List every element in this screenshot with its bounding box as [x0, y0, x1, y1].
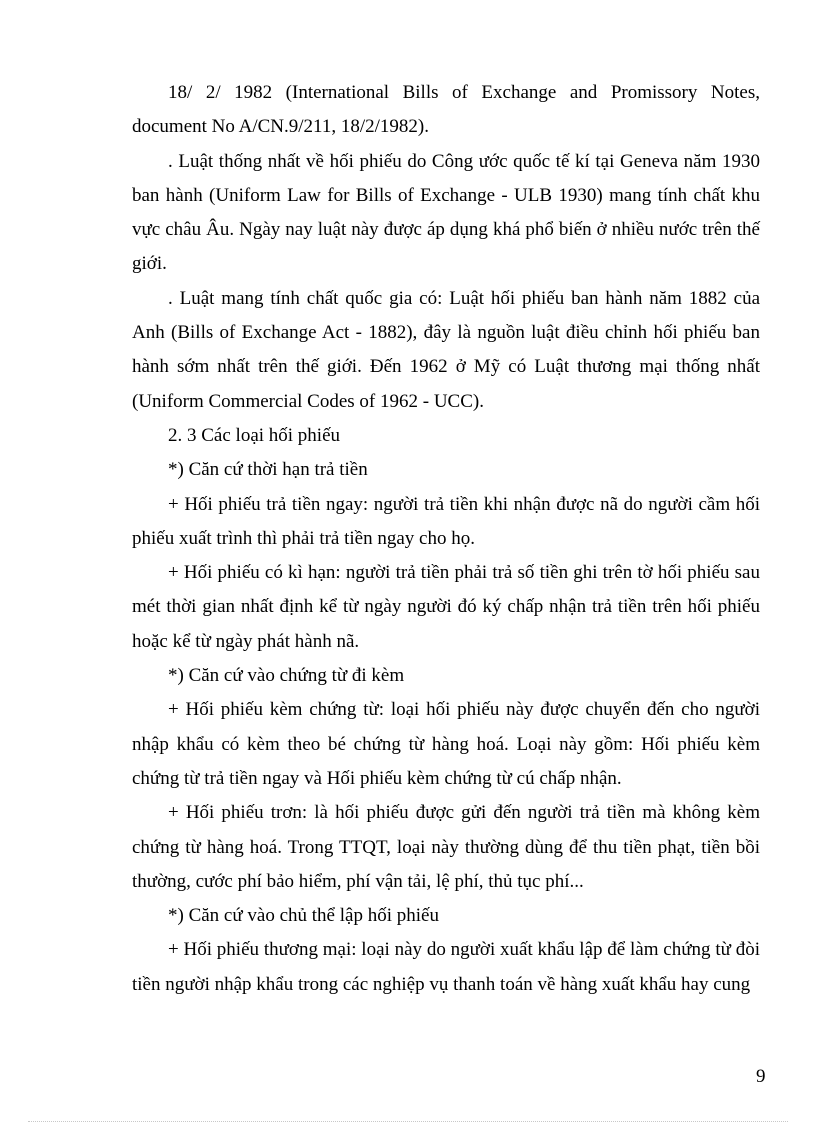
list-item: + Hối phiếu thương mại: loại này do người xuất khẩu lập để làm chứng từ đòi tiền người nhập khẩu trong các nghiệp vụ thanh toán về hàng xuất khẩu hay cung: [132, 939, 760, 995]
list-item: + Hối phiếu kèm chứng từ: loại hối phiếu này được chuyển đến cho người nhập khẩu có kèm theo bé chứng từ hàng hoá. Loại này gồm: Hối phiếu kèm chứng từ trả tiền ngay và Hối phiếu kèm chứng từ cú chấp nhận.: [132, 699, 760, 789]
page-number: 9: [756, 1066, 766, 1087]
list-item: + Hối phiếu trơn: là hối phiếu được gửi đến người trả tiền mà không kèm chứng từ hàng hoá. Trong TTQT, loại này thường dùng để thu tiền phạt, tiền bồi thường, cước phí bảo hiểm, phí vận tải, lệ phí, thủ tục phí...: [132, 802, 760, 892]
subheading: *) Căn cứ thời hạn trả tiền: [168, 459, 368, 481]
subheading: *) Căn cứ vào chứng từ đi kèm: [168, 665, 405, 687]
paragraph: 18/ 2/ 1982 (International Bills of Exchange and Promissory Notes, document No A/CN.9/211, 18/2/1982).: [132, 82, 760, 138]
list-item: + Hối phiếu trả tiền ngay: người trả tiền khi nhận được nã do người cầm hối phiếu xuất trình thì phải trả tiền ngay cho họ.: [132, 493, 760, 549]
subheading: *) Căn cứ vào chủ thể lập hối phiếu: [168, 905, 439, 927]
paragraph: . Luật thống nhất về hối phiếu do Công ước quốc tế kí tại Geneva năm 1930 ban hành (Uniform Law for Bills of Exchange - ULB 1930) mang tính chất khu vực châu Âu. Ngày nay luật này được áp dụng khá phổ biến ở nhiều nước trên thế giới.: [132, 150, 760, 275]
page-divider: [28, 1121, 788, 1122]
body-text: [132, 76, 760, 1002]
section-heading: 2. 3 Các loại hối phiếu: [168, 424, 341, 446]
paragraph: . Luật mang tính chất quốc gia có: Luật hối phiếu ban hành năm 1882 của Anh (Bills of Exchange Act - 1882), đây là nguồn luật điều chỉnh hối phiếu ban hành sớm nhất trên thế giới. Đến 1962 ở Mỹ có Luật thương mại thống nhất (Uniform Commercial Codes of 1962 - UCC).: [132, 287, 760, 412]
list-item: + Hối phiếu có kì hạn: người trả tiền phải trả số tiền ghi trên tờ hối phiếu sau mét thời gian nhất định kể từ ngày người đó ký chấp nhận trả tiền trên hối phiếu hoặc kể từ ngày phát hành nã.: [132, 562, 760, 652]
